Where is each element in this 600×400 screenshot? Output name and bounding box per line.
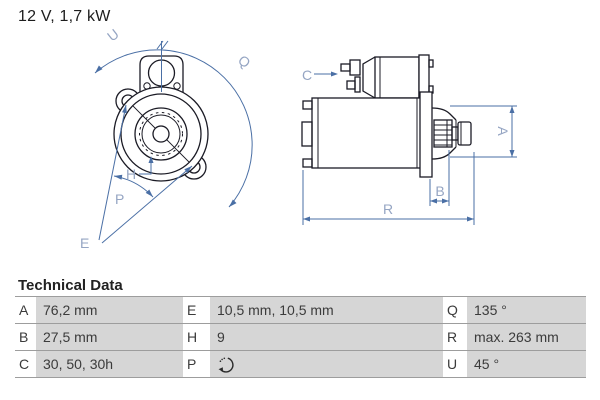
pinion-gear (434, 120, 452, 147)
spec-value: 9 (210, 324, 443, 350)
leader-line-e (99, 105, 126, 240)
cap-tab (429, 60, 433, 67)
shaft-collar (452, 127, 458, 140)
terminal-stud (341, 64, 350, 71)
terminal-base (355, 77, 360, 92)
table-title: Technical Data (18, 277, 123, 294)
rotation-direction-icon (217, 355, 235, 373)
reference-tick (157, 41, 163, 49)
spec-value: 135 ° (467, 297, 586, 323)
terminal-base (350, 60, 360, 75)
spec-key: R (443, 324, 467, 350)
spec-value: 27,5 mm (36, 324, 183, 350)
end-cap-lug (303, 101, 312, 109)
spec-value: max. 263 mm (467, 324, 586, 350)
arrowhead (114, 175, 122, 180)
dimension-label-q: Q (235, 51, 254, 72)
table-row (15, 296, 586, 323)
technical-data-table (15, 296, 586, 378)
dimension-label-u: U (103, 25, 122, 45)
dimension-label-e: E (80, 235, 90, 251)
arrowhead (467, 217, 474, 222)
motor-body (312, 98, 428, 168)
dimension-label-p: P (115, 191, 125, 207)
end-cap-bracket (302, 122, 312, 146)
solenoid-body (375, 57, 419, 98)
reference-tick (162, 41, 168, 49)
spec-key: A (15, 297, 36, 323)
arrowhead (442, 199, 449, 204)
arrowhead (510, 150, 515, 157)
spec-key: E (183, 297, 210, 323)
arrowhead (430, 199, 437, 204)
spec-key: U (443, 351, 467, 377)
spec-value: 45 ° (467, 351, 586, 377)
arrowhead (510, 106, 515, 113)
arrowhead (331, 72, 338, 77)
spec-key: B (15, 324, 36, 350)
table-row (15, 323, 586, 350)
dimension-label-h: H (126, 166, 137, 182)
spec-key: H (183, 324, 210, 350)
table-row (15, 350, 586, 378)
dimension-label-r: R (382, 201, 394, 217)
spec-key: P (183, 351, 210, 377)
drive-nose (458, 122, 471, 145)
front-view-drawing (80, 26, 254, 251)
spec-key: Q (443, 297, 467, 323)
spec-value: 30, 50, 30h (36, 351, 183, 377)
drive-flange (420, 92, 432, 177)
page-title: 12 V, 1,7 kW (18, 8, 111, 25)
end-cap-lug (303, 159, 312, 167)
spec-value-rotation (210, 351, 443, 377)
solenoid-nose (363, 57, 375, 98)
side-view-drawing (302, 55, 517, 225)
arrowhead (229, 200, 237, 208)
drive-housing-top (432, 108, 456, 120)
spec-value: 10,5 mm, 10,5 mm (210, 297, 443, 323)
shaft-hole (153, 126, 169, 142)
arrowhead (95, 66, 103, 74)
dimension-label-a: A (495, 126, 511, 136)
terminal-stud (347, 81, 355, 89)
spec-value: 76,2 mm (36, 297, 183, 323)
dimension-label-b: B (435, 183, 445, 199)
spec-key: C (15, 351, 36, 377)
arrowhead (303, 217, 310, 222)
dimension-label-c: C (302, 67, 313, 83)
